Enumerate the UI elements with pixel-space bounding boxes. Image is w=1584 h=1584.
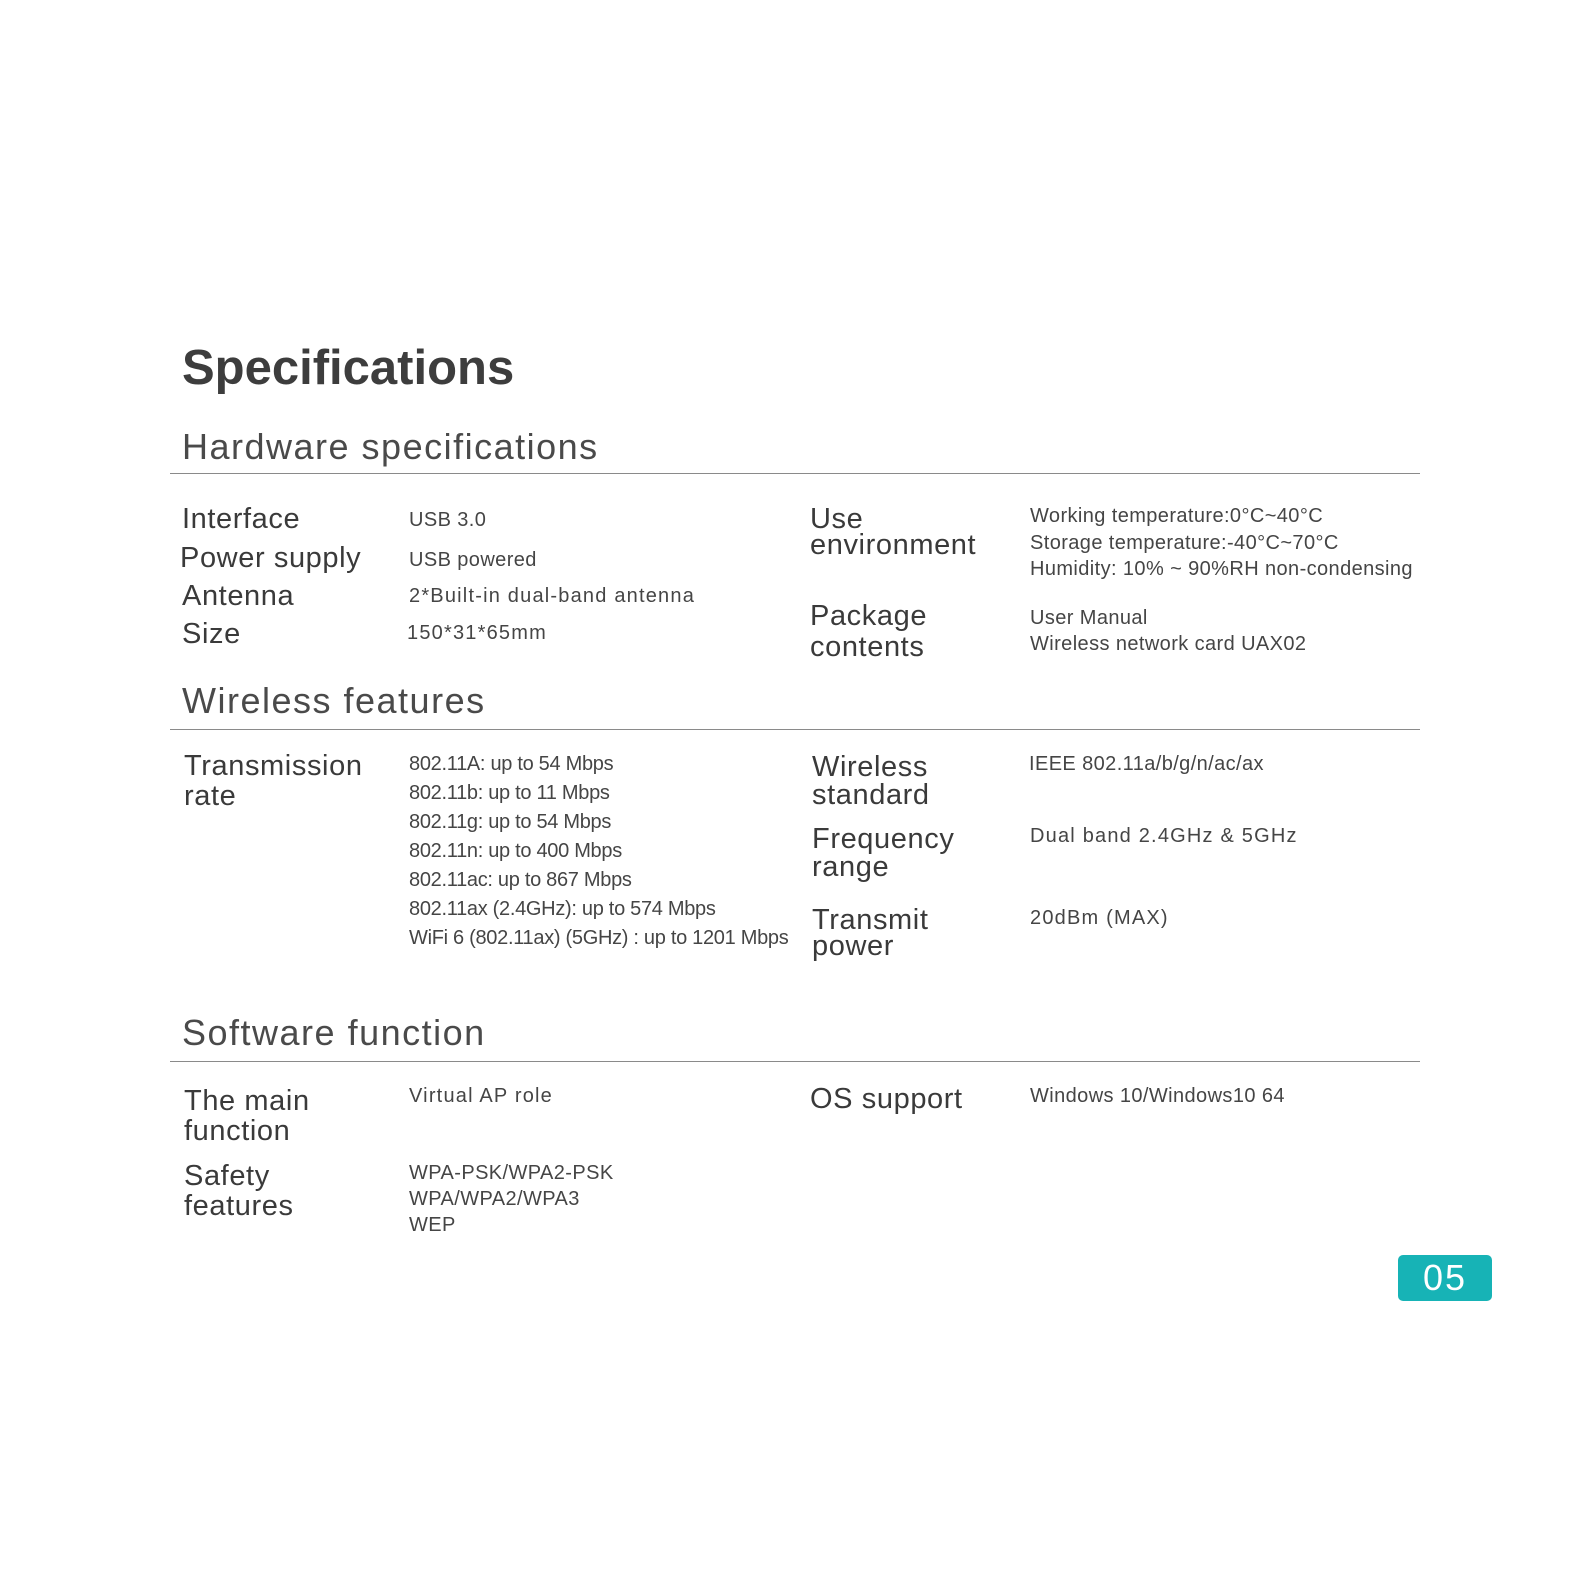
rate-line: 802.11A: up to 54 Mbps xyxy=(409,753,614,775)
use-environment-label-line2: environment xyxy=(810,529,977,561)
rate-line: 802.11ac: up to 867 Mbps xyxy=(409,869,632,891)
humidity-value: Humidity: 10% ~ 90%RH non-condensing xyxy=(1030,558,1413,580)
main-function-label-line2: function xyxy=(184,1115,291,1147)
wireless-section-title: Wireless features xyxy=(182,680,486,721)
frequency-range-label-line2: range xyxy=(812,851,890,883)
transmit-power-label-line1: Transmit xyxy=(812,904,929,936)
safety-feature-line: WPA/WPA2/WPA3 xyxy=(409,1188,580,1210)
power-supply-label: Power supply xyxy=(180,542,362,574)
size-value: 150*31*65mm xyxy=(407,622,547,644)
use-environment-label-line1: Use xyxy=(810,503,864,535)
power-supply-value: USB powered xyxy=(409,549,537,571)
rate-line: 802.11n: up to 400 Mbps xyxy=(409,840,622,862)
size-label: Size xyxy=(182,618,241,650)
main-function-value: Virtual AP role xyxy=(409,1085,554,1107)
wireless-divider xyxy=(170,729,1420,730)
wireless-standard-value: IEEE 802.11a/b/g/n/ac/ax xyxy=(1029,753,1264,775)
package-contents-label-line2: contents xyxy=(810,631,925,663)
safety-feature-line: WEP xyxy=(409,1214,456,1236)
wireless-standard-label-line2: standard xyxy=(812,779,930,811)
interface-label: Interface xyxy=(182,503,301,535)
os-support-label: OS support xyxy=(810,1083,963,1115)
rate-line: 802.11g: up to 54 Mbps xyxy=(409,811,612,833)
transmission-rate-label-line2: rate xyxy=(184,780,237,812)
frequency-range-value: Dual band 2.4GHz & 5GHz xyxy=(1030,825,1298,847)
software-section-title: Software function xyxy=(182,1012,486,1053)
frequency-range-label-line1: Frequency xyxy=(812,823,955,855)
transmit-power-label-line2: power xyxy=(812,930,894,962)
wireless-standard-label-line1: Wireless xyxy=(812,751,928,783)
main-function-label-line1: The main xyxy=(184,1085,310,1117)
rate-line: 802.11ax (2.4GHz): up to 574 Mbps xyxy=(409,898,716,920)
package-item-card: Wireless network card UAX02 xyxy=(1030,633,1307,655)
transmit-power-value: 20dBm (MAX) xyxy=(1030,907,1169,929)
safety-feature-line: WPA-PSK/WPA2-PSK xyxy=(409,1162,614,1184)
safety-features-label-line1: Safety xyxy=(184,1160,270,1192)
os-support-value: Windows 10/Windows10 64 xyxy=(1030,1085,1285,1107)
rate-line: 802.11b: up to 11 Mbps xyxy=(409,782,610,804)
transmission-rate-label-line1: Transmission xyxy=(184,750,363,782)
working-temperature-value: Working temperature:0°C~40°C xyxy=(1030,505,1324,527)
interface-value: USB 3.0 xyxy=(409,509,487,531)
antenna-value: 2*Built-in dual-band antenna xyxy=(409,585,696,607)
software-divider xyxy=(170,1061,1420,1062)
package-item-manual: User Manual xyxy=(1030,607,1148,629)
safety-features-label-line2: features xyxy=(184,1190,294,1222)
page-title: Specifications xyxy=(182,341,515,395)
antenna-label: Antenna xyxy=(182,580,295,612)
hardware-section-title: Hardware specifications xyxy=(182,426,599,467)
hardware-divider xyxy=(170,473,1420,474)
storage-temperature-value: Storage temperature:-40°C~70°C xyxy=(1030,532,1339,554)
package-contents-label-line1: Package xyxy=(810,600,928,632)
rate-line: WiFi 6 (802.11ax) (5GHz) : up to 1201 Mbps xyxy=(409,927,789,949)
page-number-badge: 05 xyxy=(1398,1255,1492,1301)
